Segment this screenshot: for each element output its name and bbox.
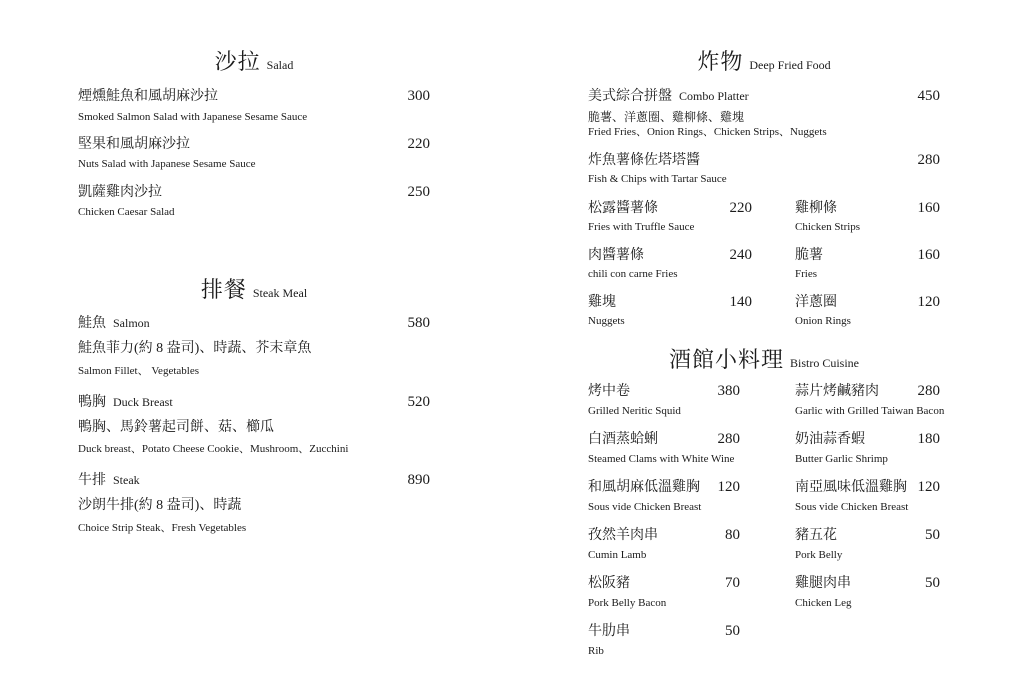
section-steak [78, 276, 430, 535]
item-price: 160 [917, 199, 940, 216]
item-name-zh: 蒜片烤鹹豬肉 [795, 384, 879, 400]
fried-title-en: Deep Fried Food [749, 58, 831, 72]
item-desc-en: Sous vide Chicken Breast [795, 500, 909, 513]
item-name [588, 88, 749, 106]
item-row [588, 574, 740, 593]
menu-item [588, 293, 752, 329]
menu-item [795, 246, 940, 282]
item-desc-en: Butter Garlic Shrimp [795, 452, 888, 465]
item-row [78, 471, 430, 490]
item-row [588, 199, 752, 218]
section-salad [78, 48, 430, 220]
salad-title-zh: 沙拉 [214, 49, 261, 74]
item-price: 240 [729, 246, 752, 263]
section-fried [588, 48, 940, 339]
menu-item [78, 183, 430, 220]
item-desc-en: Fried Fries、Onion Rings、Chicken Strips、Nuggets [588, 125, 827, 138]
menu-item [588, 246, 752, 282]
item-name-zh: 煙燻鮭魚和風胡麻沙拉 [78, 88, 218, 104]
fried-subcolumn-left [588, 199, 752, 340]
menu-item [588, 478, 740, 514]
item-row [78, 135, 430, 154]
item-row [78, 87, 430, 106]
item-desc-en: Salmon Fillet、 Vegetables [78, 364, 199, 377]
item-name-zh: 牛排 [78, 473, 106, 489]
item-desc-zh: 鮭魚菲力(約 8 盎司)、時蔬、芥末章魚 [78, 341, 312, 357]
item-desc-en: Sous vide Chicken Breast [588, 500, 702, 513]
item-price: 450 [917, 87, 940, 104]
item-row [795, 526, 940, 545]
steak-title-en: Steak Meal [252, 285, 308, 300]
item-desc-en: Pork Belly Bacon [588, 596, 667, 609]
menu-item [588, 526, 740, 562]
menu-item [588, 87, 940, 139]
item-desc-en: Onion Rings [795, 315, 851, 328]
item-row [588, 293, 752, 312]
item-price: 380 [717, 383, 740, 400]
item-desc-en: Pork Belly [795, 548, 843, 561]
item-price: 50 [925, 575, 940, 592]
item-name-zh: 奶油蒜香蝦 [795, 432, 865, 448]
item-name-zh: 南亞風味低溫雞胸 [795, 480, 907, 496]
item-price: 280 [717, 431, 740, 448]
menu-item [588, 574, 740, 610]
item-row [795, 246, 940, 265]
left-column [78, 48, 430, 550]
item-price: 220 [407, 135, 430, 152]
item-desc-zh: 沙朗牛排(約 8 盎司)、時蔬 [78, 498, 242, 514]
item-price: 280 [917, 151, 940, 168]
item-desc-en: Duck breast、Potato Cheese Cookie、Mushroom、Zucchini [78, 443, 349, 456]
bistro-subcolumn-right [795, 382, 945, 670]
item-desc-en: Steamed Clams with White Wine [588, 452, 735, 465]
item-price: 80 [725, 527, 740, 544]
item-desc-zh: 鴨胸、馬鈴薯起司餅、菇、櫛瓜 [78, 419, 274, 435]
fried-subcolumn-right [795, 199, 940, 340]
item-price: 160 [917, 246, 940, 263]
salad-section-title [78, 48, 430, 77]
item-desc-en: Nuts Salad with Japanese Sesame Sauce [78, 158, 256, 171]
item-name-zh: 白酒蒸蛤蜊 [588, 432, 658, 448]
item-name [78, 472, 140, 490]
item-desc-en: Chicken Strips [795, 221, 861, 234]
menu-item [588, 199, 752, 235]
item-row [588, 622, 740, 641]
item-price: 280 [917, 383, 940, 400]
item-name-zh: 肉醬薯條 [588, 247, 644, 263]
menu-item [78, 471, 430, 534]
item-row [78, 314, 430, 333]
item-desc-en: Fries [795, 268, 817, 281]
item-row [588, 526, 740, 545]
item-row [588, 382, 740, 401]
fried-subgrid [588, 199, 940, 340]
item-price: 50 [925, 527, 940, 544]
item-name-zh: 堅果和風胡麻沙拉 [78, 136, 190, 152]
item-desc-en: Garlic with Grilled Taiwan Bacon [795, 405, 945, 418]
item-desc-en: Grilled Neritic Squid [588, 405, 681, 418]
menu-item [588, 430, 740, 466]
item-name-zh: 和風胡麻低溫雞胸 [588, 480, 700, 496]
item-row [795, 293, 940, 312]
bistro-title-zh: 酒館小料理 [668, 347, 784, 373]
item-price: 180 [917, 431, 940, 448]
item-price: 50 [725, 622, 740, 639]
steak-title-zh: 排餐 [200, 276, 247, 302]
item-row [795, 478, 940, 497]
item-row [588, 478, 740, 497]
item-desc-en: chili con carne Fries [588, 268, 678, 281]
item-name-en: Steak [113, 473, 140, 488]
item-row [795, 574, 940, 593]
item-desc-en: Fish & Chips with Tartar Sauce [588, 173, 727, 186]
bistro-subcolumn-left [588, 382, 740, 670]
item-name-zh: 洋蔥圈 [795, 294, 837, 310]
item-name-en: Combo Platter [679, 88, 749, 103]
item-desc-en: Smoked Salmon Salad with Japanese Sesame Sauce [78, 110, 308, 123]
item-price: 520 [407, 393, 430, 410]
item-row [78, 393, 430, 412]
menu-item [588, 622, 740, 658]
item-row [795, 382, 940, 401]
item-price: 120 [717, 479, 740, 496]
menu-item [795, 199, 940, 235]
menu-item [78, 87, 430, 124]
item-name-zh: 松露醬薯條 [588, 200, 658, 216]
item-price: 120 [917, 479, 940, 496]
item-desc-en: Rib [588, 644, 604, 657]
menu-item [795, 293, 940, 329]
item-name-zh: 凱薩雞肉沙拉 [78, 184, 162, 200]
fried-title-zh: 炸物 [697, 49, 744, 74]
item-price: 220 [729, 199, 752, 216]
item-name-zh: 孜然羊肉串 [588, 528, 658, 544]
menu-item [795, 526, 940, 562]
item-name [78, 315, 150, 333]
item-row [78, 183, 430, 202]
menu-item [795, 574, 940, 610]
item-row [795, 199, 940, 218]
item-row [795, 430, 940, 449]
right-column [588, 48, 945, 670]
bistro-section-title [588, 346, 940, 375]
item-name-zh: 鴨胸 [78, 394, 106, 410]
item-price: 580 [407, 315, 430, 332]
item-desc-zh: 脆薯、洋蔥圈、雞柳條、雞塊 [588, 109, 745, 124]
menu-item [588, 151, 940, 187]
item-row [588, 246, 752, 265]
item-name-en: Duck Breast [113, 394, 173, 409]
item-desc-en: Chicken Caesar Salad [78, 206, 175, 219]
item-row [588, 430, 740, 449]
menu-item [588, 382, 740, 418]
menu-item [795, 382, 945, 418]
menu-item [795, 478, 940, 514]
steak-section-title [78, 276, 430, 305]
item-name-zh: 鮭魚 [78, 316, 106, 332]
menu-item [795, 430, 940, 466]
item-name-zh: 炸魚薯條佐塔塔醬 [588, 152, 700, 168]
item-price: 120 [917, 293, 940, 310]
item-name-zh: 雞塊 [588, 294, 616, 310]
item-name-zh: 牛肋串 [588, 623, 630, 639]
item-price: 70 [725, 575, 740, 592]
salad-title-en: Salad [266, 58, 294, 72]
item-price: 250 [407, 183, 430, 200]
item-price: 890 [407, 472, 430, 489]
bistro-title-en: Bistro Cuisine [790, 356, 860, 371]
item-row [588, 151, 940, 170]
item-name-zh: 雞柳條 [795, 200, 837, 216]
item-name-zh: 松阪豬 [588, 576, 630, 592]
section-bistro [588, 346, 945, 669]
menu-item [78, 393, 430, 456]
item-desc-en: Fries with Truffle Sauce [588, 221, 695, 234]
item-name-en: Salmon [113, 316, 150, 331]
menu-item [78, 314, 430, 377]
fried-section-title [588, 48, 940, 77]
bistro-subgrid [588, 382, 945, 670]
item-name-zh: 雞腿肉串 [795, 576, 851, 592]
item-row [588, 87, 940, 106]
item-desc-en: Cumin Lamb [588, 548, 647, 561]
item-price: 300 [407, 87, 430, 104]
item-name-zh: 烤中卷 [588, 384, 630, 400]
item-desc-en: Chicken Leg [795, 596, 852, 609]
menu-item [78, 135, 430, 172]
item-desc-en: Choice Strip Steak、Fresh Vegetables [78, 521, 247, 534]
item-name-zh: 豬五花 [795, 528, 837, 544]
item-name-zh: 美式綜合拼盤 [588, 88, 672, 104]
item-name [78, 394, 173, 412]
item-price: 140 [729, 293, 752, 310]
item-desc-en: Nuggets [588, 315, 625, 328]
item-name-zh: 脆薯 [795, 247, 823, 263]
